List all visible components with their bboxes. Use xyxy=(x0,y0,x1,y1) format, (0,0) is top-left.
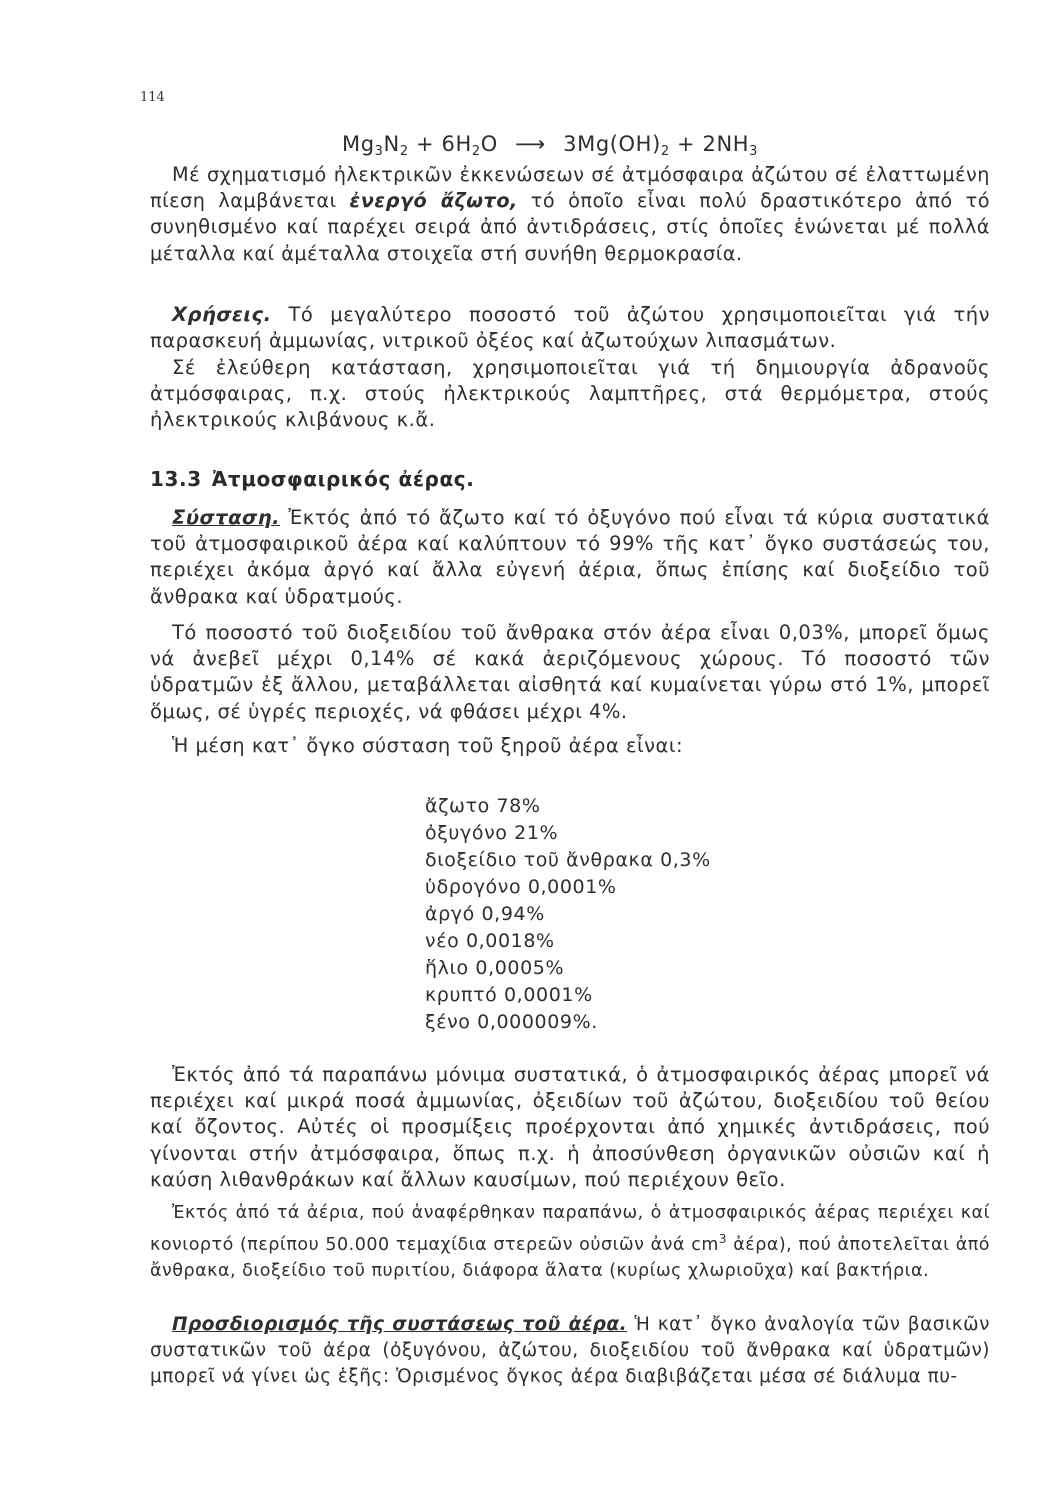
list-item: διοξείδιο τοῦ ἄνθρακα 0,3% xyxy=(425,849,711,871)
section-number: 13.3 xyxy=(150,467,202,491)
chemical-equation xyxy=(342,132,758,159)
list-item: ἄζωτο 78% xyxy=(425,795,541,817)
equation-subscript: 2 xyxy=(660,144,670,159)
paragraph-text: ἀέρα), πού ἀποτελεῖται ἀπό ἄνθρακα, διοξείδιο τοῦ πυριτίου, διάφορα ἅλατα (κυρίως χλωριοῦχα) καί βακτήρια. xyxy=(150,1235,990,1282)
section-heading xyxy=(150,467,474,491)
equation-term: 3Mg(OH) xyxy=(563,132,661,156)
heading-uses: Χρήσεις. xyxy=(172,303,272,326)
paragraph-average-composition: Ἡ μέση κατ᾽ ὄγκο σύσταση τοῦ ξηροῦ ἀέρα εἶναι: xyxy=(172,734,684,757)
equation-plus: + xyxy=(677,132,696,156)
heading-determination: Προσδιορισμός τῆς συστάσεως τοῦ ἀέρα. xyxy=(172,1314,628,1335)
paragraph-text: Ἡ κατ᾽ ὄγκο ἀναλογία τῶν βασικῶν συστατικῶν τοῦ ἀέρα (ὀξυγόνου, ἀζώτου, διοξειδίου τοῦ ἄνθρακα καί ὑδρατμῶν) μπορεῖ νά γίνει ὡς ἑξῆς: Ὁρισμένος ὄγκος ἀέρα διαβιβάζεται μέσα σέ διάλυμα πυ- xyxy=(150,1314,990,1388)
paragraph-text: Ἐκτός ἀπό τά ἀέρια, πού ἀναφέρθηκαν παραπάνω, ὁ ἀτμοσφαιρικός ἀέρας περιέχει καί κονιορτό (περίπου 50.000 τεμαχίδια στερεῶν οὐσιῶν ἀνά cm xyxy=(150,1203,990,1256)
list-item: κρυπτό 0,0001% xyxy=(425,984,593,1006)
list-item: ἀργό 0,94% xyxy=(425,903,545,925)
paragraph-text: Τό μεγαλύτερο ποσοστό τοῦ ἀζώτου χρησιμοποιεῖται γιά τήν παρασκευή ἀμμωνίας, νιτρικοῦ ὀξέος καί ἀζωτούχων λιπασμάτων. xyxy=(150,303,990,353)
page-number: 114 xyxy=(140,90,165,105)
paragraph-free-state: Σέ ἐλεύθερη κατάσταση, χρησιμοποιεῖται γιά τή δημιουργία ἀδρανοῦς ἀτμόσφαιρας, π.χ. στούς ἠλεκτρικούς λαμπτῆρες, στά θερμόμετρα, στούς ἠλεκτρικούς κλιβάνους κ.ἄ. xyxy=(150,356,990,432)
equation-subscript: 3 xyxy=(374,144,384,159)
composition-list xyxy=(425,793,711,1036)
equation-subscript: 2 xyxy=(471,144,481,159)
paragraph-uses xyxy=(150,302,990,354)
list-item: ξένο 0,000009%. xyxy=(425,1011,598,1033)
equation-subscript: 2 xyxy=(399,144,409,159)
reaction-arrow-icon: ⟶ xyxy=(515,132,546,156)
list-item: ὑδρογόνο 0,0001% xyxy=(425,876,617,898)
paragraph-text: τό ὁποῖο εἶναι πολύ δραστικότερο ἀπό τό συνηθισμένο καί παρέχει σειρά ἀπό ἀντιδράσεις, στίς ὁποῖες ἑνώνεται μέ πολλά μέταλλα καί ἀμέταλλα στοιχεῖα στή συνήθη θερμοκρασία. xyxy=(150,189,990,265)
paragraph-text: Ἐκτός ἀπό τό ἄζωτο καί τό ὀξυγόνο πού εἶναι τά κύρια συστατικά τοῦ ἀτμοσφαιρικοῦ ἀέρα καί καλύπτουν τό 99% τῆς κατ᾽ ὄγκο συστάσεώς του, περιέχει ἀκόμα ἀργό καί ἄλλα εὐγενή ἀέρια, ὅπως ἐπίσης καί διοξείδιο τοῦ ἄνθρακα καί ὑδρατμούς. xyxy=(150,506,990,608)
paragraph-active-nitrogen xyxy=(150,162,990,267)
paragraph-impurities: Ἐκτός ἀπό τά παραπάνω μόνιμα συστατικά, ὁ ἀτμοσφαιρικός ἀέρας μπορεῖ νά περιέχει καί μικρά ποσά ἀμμωνίας, ὀξειδίων τοῦ ἀζώτου, διοξειδίου τοῦ θείου καί ὄζοντος. Αὐτές οἱ προσμίξεις προέρχονται ἀπό χημικές ἀντιδράσεις, πού γίνονται στήν ἀτμόσφαιρα, ὅπως π.χ. ἡ ἀποσύνθεση ὀργανικῶν οὐσιῶν καί ἡ καύση λιθανθράκων καί ἄλλων καυσίμων, πού περιέχουν θεῖο. xyxy=(150,1063,990,1191)
equation-term: 2NH xyxy=(702,132,750,156)
list-item: ὀξυγόνο 21% xyxy=(425,822,559,844)
equation-term: Mg xyxy=(342,132,375,156)
paragraph-composition xyxy=(150,505,990,610)
emphasis-active-nitrogen: ἐνεργό ἄζωτο, xyxy=(349,189,518,213)
paragraph-dust xyxy=(150,1200,990,1285)
paragraph-co2-water: Τό ποσοστό τοῦ διοξειδίου τοῦ ἄνθρακα στόν ἀέρα εἶναι 0,03%, μπορεῖ ὅμως νά ἀνεβεῖ μέχρι 0,14% σέ κακά ἀεριζόμενους χώρους. Τό ποσοστό τῶν ὑδρατμῶν ἐξ ἄλλου, μεταβάλλεται αἰσθητά καί κυμαίνεται γύρω στό 1%, μπορεῖ ὅμως, σέ ὑγρές περιοχές, νά φθάσει μέχρι 4%. xyxy=(150,621,990,723)
equation-term: O xyxy=(480,132,498,156)
section-title: Ἀτμοσφαιρικός ἀέρας. xyxy=(211,467,475,491)
paragraph-determination xyxy=(150,1312,990,1391)
list-item: νέο 0,0018% xyxy=(425,930,555,952)
equation-plus: + xyxy=(416,132,435,156)
heading-composition: Σύσταση. xyxy=(172,506,280,529)
list-item: ἥλιο 0,0005% xyxy=(425,957,565,979)
equation-term: N xyxy=(383,132,400,156)
equation-term: 6H xyxy=(441,132,472,156)
superscript: 3 xyxy=(718,1232,728,1247)
equation-subscript: 3 xyxy=(749,144,759,159)
paragraph-text: Μέ σχηματισμό ἠλεκτρικῶν ἐκκενώσεων σέ ἀτμόσφαιρα ἀζώτου σέ ἐλαττωμένη πίεση λαμβάνεται xyxy=(150,163,990,213)
